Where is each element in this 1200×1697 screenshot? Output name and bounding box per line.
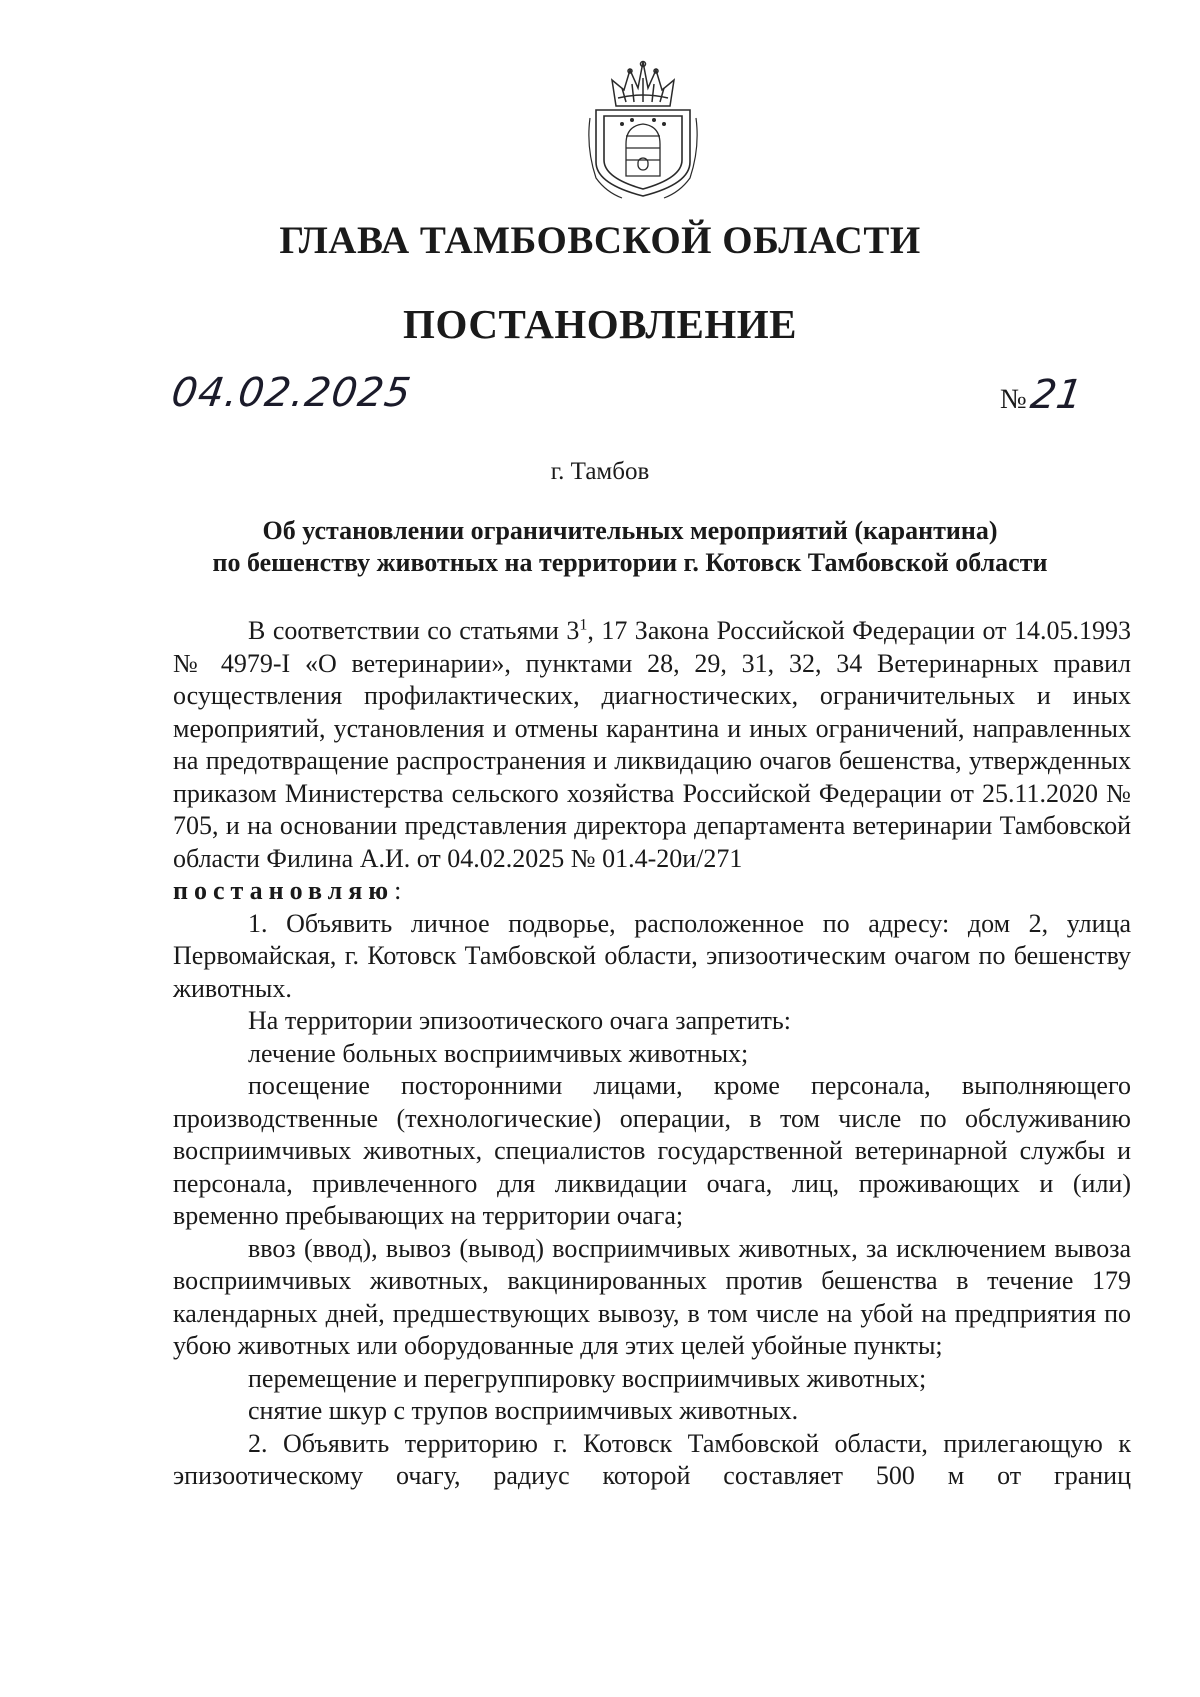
- paragraph-prohibit-treatment: лечение больных восприимчивых животных;: [248, 1038, 749, 1068]
- paragraph-prohibit-regrouping: перемещение и перегруппировку восприимчивых животных;: [248, 1363, 927, 1393]
- paragraph-1: 1. Объявить личное подворье, расположенное по адресу: дом 2, улица Первомайская, г. Котовск Тамбовской области, эпизоотическим очагом по бешенству животных.: [173, 908, 1131, 1003]
- document-number: [1000, 372, 1085, 418]
- resolve-line: [173, 875, 1131, 908]
- preamble-text-2: , 17 Закона Российской Федерации от 14.05.1993 № 4979-I «О ветеринарии», пунктами 28, 29, 31, 32, 34 Ветеринарных правил осуществления профилактических, диагностических, ограничительных и иных мероприятий, установления и отмены карантина и иных ограничений, направленных на предотвращение распространения и ликвидацию очагов бешенства, утвержденных приказом Министерства сельского хозяйства Российской Федерации от 25.11.2020 № 705, и на основании представления директора департамента ветеринарии Тамбовской области Филина А.И. от 04.02.2025 № 01.4-20и/271: [173, 616, 1131, 873]
- preamble-text-1: В соответствии со статьями 3: [248, 616, 580, 645]
- paragraph-prohibit-transport: ввоз (ввод), вывоз (вывод) восприимчивых животных, за исключением вывоза восприимчивых животных, вакцинированных против бешенства в течение 179 календарных дней, предшествующих вывозу, в том числе на убой на предприятия по убою животных или оборудованные для этих целей убойные пункты;: [173, 1233, 1131, 1360]
- document-type-title: ПОСТАНОВЛЕНИЕ: [403, 301, 797, 347]
- document-body: [173, 615, 1131, 1493]
- heading-line-1: Об установлении ограничительных мероприятий (карантина): [262, 516, 998, 545]
- city-line: г. Тамбов: [550, 458, 650, 485]
- number-value: 21: [1027, 372, 1085, 418]
- preamble-superscript: 1: [579, 616, 588, 634]
- resolve-colon: :: [394, 876, 402, 905]
- paragraph-2: 2. Объявить территорию г. Котовск Тамбовской области, прилегающую к эпизоотическому очагу, радиус которой составляет 500 м от границ: [173, 1428, 1131, 1490]
- preamble-paragraph: [173, 615, 1131, 875]
- paragraph-prohibit-intro: На территории эпизоотического очага запретить:: [248, 1006, 791, 1035]
- coat-of-arms-emblem: [582, 58, 704, 200]
- paragraph-prohibit-skinning: снятие шкур с трупов восприимчивых животных.: [248, 1396, 799, 1425]
- number-sign: №: [1000, 384, 1027, 415]
- paragraph-prohibit-visits: посещение посторонними лицами, кроме персонала, выполняющего производственные (технологические) операции, в том числе по обслуживанию восприимчивых животных, специалистов государственной ветеринарной службы и персонала, привлеченного для ликвидации очага, лиц, проживающих и (или) временно пребывающих на территории очага;: [173, 1071, 1131, 1230]
- heading-line-2: по бешенству животных на территории г. Котовск Тамбовской области: [212, 548, 1048, 577]
- document-date: 04.02.2025: [168, 370, 415, 416]
- resolution-heading: [150, 515, 1110, 579]
- resolve-word: постановляю: [173, 876, 395, 905]
- authority-title: ГЛАВА ТАМБОВСКОЙ ОБЛАСТИ: [279, 219, 921, 262]
